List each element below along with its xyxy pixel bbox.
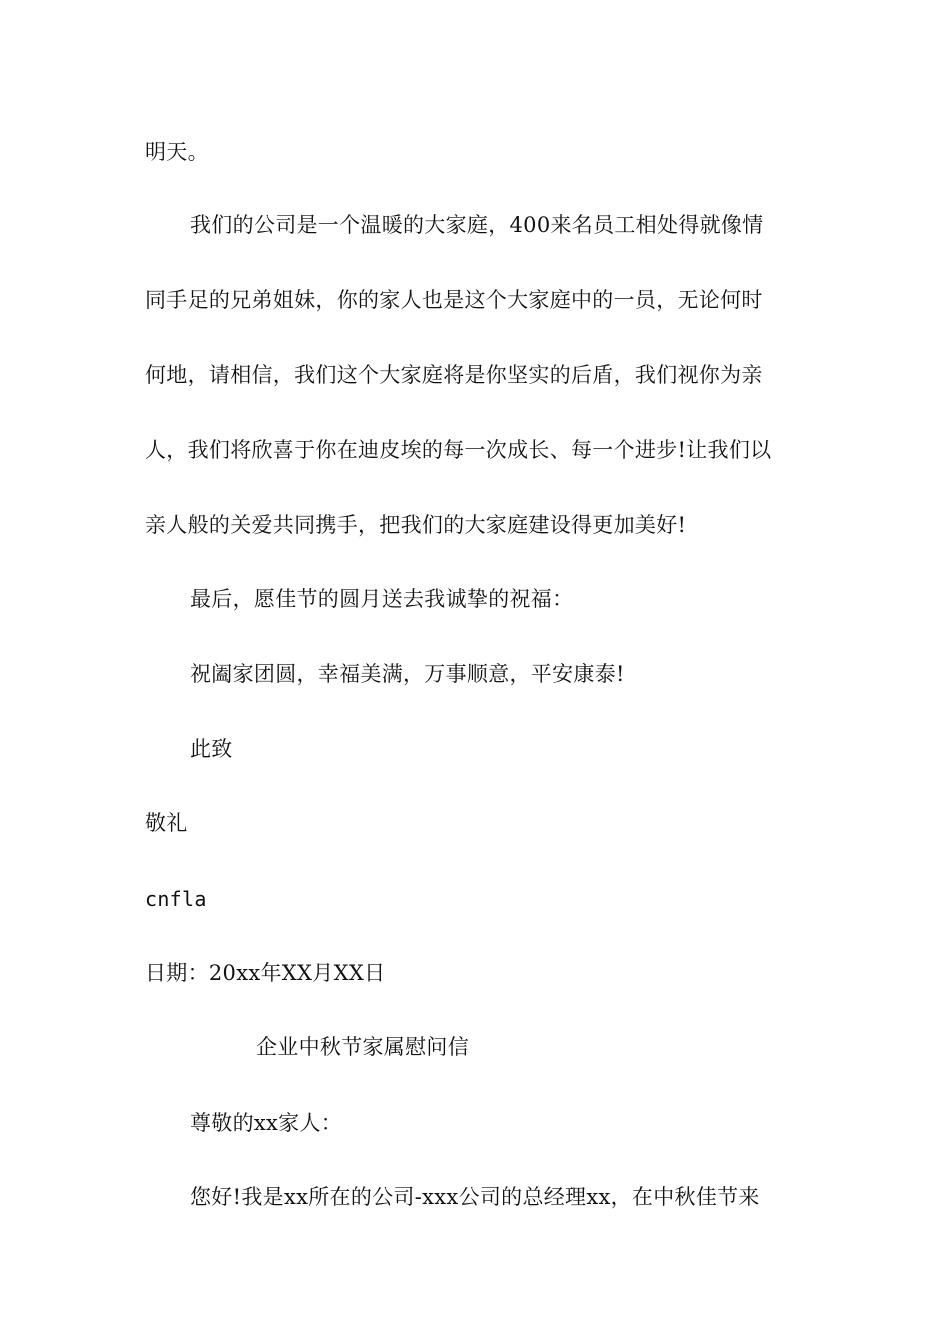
sender-name: cnfla [145, 887, 207, 911]
date-line: 日期：20xx年XX月XX日 [145, 961, 386, 985]
text-line-4: 何地，请相信，我们这个大家庭将是你坚实的后盾，我们视你为亲 [145, 363, 763, 387]
closing-phrase: 此致 [190, 737, 233, 761]
text-line-5: 人，我们将欣喜于你在迪皮埃的每一次成长、每一个进步!让我们以 [145, 438, 772, 462]
text-line-7: 最后，愿佳节的圆月送去我诚挚的祝福： [190, 587, 574, 611]
text-line-3: 同手足的兄弟姐妹，你的家人也是这个大家庭中的一员，无论何时 [145, 288, 763, 312]
text-line-1: 明天。 [145, 140, 209, 164]
text-line-15: 您好!我是xx所在的公司-xxx公司的总经理xx，在中秋佳节来 [190, 1185, 760, 1209]
text-line-2: 我们的公司是一个温暖的大家庭，400来名员工相处得就像情 [190, 213, 764, 237]
text-line-8: 祝阖家团圆，幸福美满，万事顺意，平安康泰! [190, 662, 625, 686]
salutation-close: 敬礼 [145, 811, 188, 835]
text-line-6: 亲人般的关爱共同携手，把我们的大家庭建设得更加美好! [145, 513, 687, 537]
greeting: 尊敬的xx家人： [190, 1111, 343, 1135]
section-title: 企业中秋节家属慰问信 [256, 1035, 469, 1059]
